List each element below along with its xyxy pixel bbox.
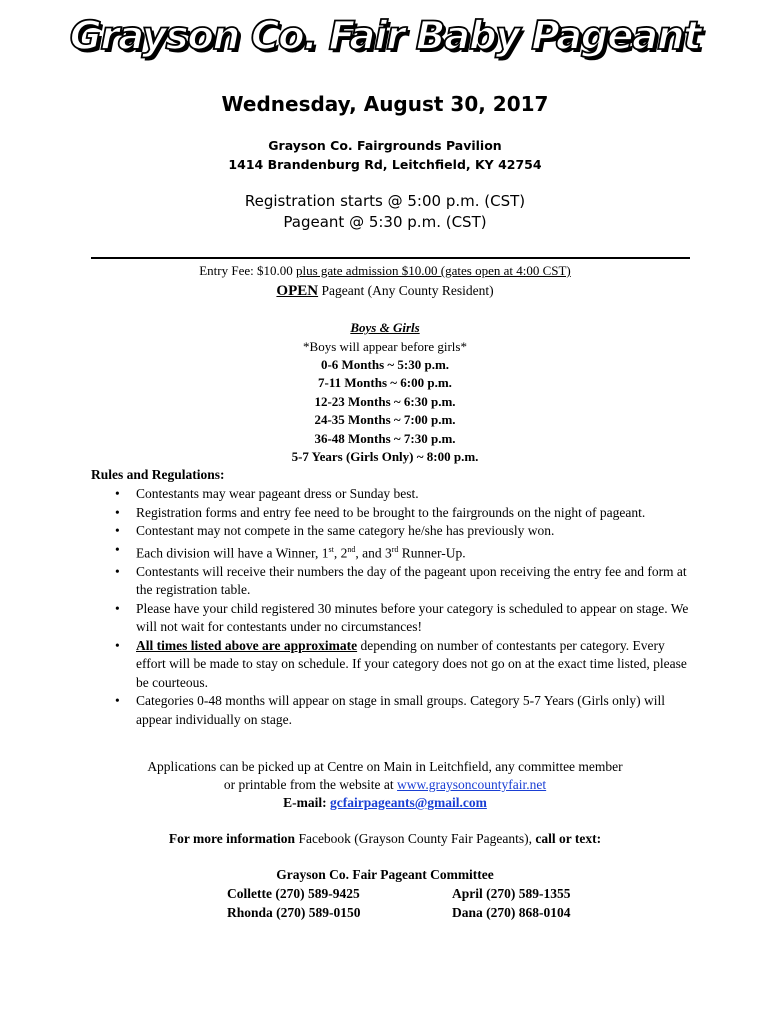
contact-april: April (270) 589-1355 (452, 886, 571, 901)
website-line (0, 776, 770, 795)
rule-text: , and 3 (355, 545, 392, 560)
contact-collette: Collette (270) 589-9425 (227, 886, 360, 901)
contact-rhonda: Rhonda (270) 589-0150 (227, 905, 361, 920)
email-label: E-mail: (283, 795, 330, 810)
rule-item: • Contestants will receive their numbers the day of the pageant upon receiving the entry fee and form at the registration table. (91, 563, 691, 600)
flyer-title: Grayson Co. Fair Baby Pageant (69, 14, 701, 59)
rule-item-winners (91, 541, 691, 563)
schedule-heading (0, 320, 770, 336)
website-prefix: or printable from the website at (223, 777, 398, 792)
email-link[interactable]: gcfairpageants@gmail.com (329, 795, 487, 810)
rule-text: , 2 (333, 545, 348, 560)
rule-item: • Contestant may not compete in the same category he/she has previously won. (91, 522, 691, 541)
ordinal-suffix: st (328, 544, 334, 554)
applications-line: Applications can be picked up at Centre on Main in Leitchfield, any committee member (147, 759, 623, 774)
rule-text: Each division will have a Winner, 1 (136, 545, 329, 560)
venue-address: 1414 Brandenburg Rd, Leitchfield, KY 42754 (228, 157, 542, 172)
rule-text: depending on number of contestants per category. Every effort will be made to stay on schedule. If your category does not go on at the exact time listed, please be courteous. (136, 637, 687, 690)
schedule-row: 12-23 Months ~ 6:30 p.m. (314, 394, 456, 409)
email-line (0, 794, 770, 813)
schedule-row: 24-35 Months ~ 7:00 p.m. (314, 412, 456, 427)
ordinal-suffix: rd (391, 544, 399, 554)
schedule-heading-text: Boys & Girls (350, 320, 420, 335)
schedule-row: 5-7 Years (Girls Only) ~ 8:00 p.m. (291, 449, 479, 464)
registration-time: Registration starts @ 5:00 p.m. (CST) (244, 192, 526, 210)
rule-item: • Contestants may wear pageant dress or Sunday best. (91, 485, 691, 504)
committee-title: Grayson Co. Fair Pageant Committee (276, 867, 494, 882)
rules-list (91, 485, 691, 729)
contact-dana: Dana (270) 868-0104 (452, 905, 571, 920)
rule-item: • Please have your child registered 30 minutes before your category is scheduled to appear on stage. We will not wait for contestants under no circumstances! (91, 600, 691, 637)
more-info-label: For more information (168, 831, 296, 846)
open-label: OPEN (276, 283, 319, 299)
divider-line (91, 257, 690, 259)
venue-name: Grayson Co. Fairgrounds Pavilion (268, 138, 502, 153)
entry-fee (0, 263, 770, 279)
website-link[interactable]: www.graysoncountyfair.net (397, 777, 547, 792)
pageant-time: Pageant @ 5:30 p.m. (CST) (283, 213, 487, 231)
schedule-row: 36-48 Months ~ 7:30 p.m. (314, 431, 456, 446)
facebook-note: Facebook (Grayson County Fair Pageants), (295, 831, 536, 846)
schedule-row: 7-11 Months ~ 6:00 p.m. (318, 375, 452, 390)
schedule-row: 0-6 Months ~ 5:30 p.m. (320, 357, 450, 372)
approximate-notice: All times listed above are approximate (136, 637, 358, 653)
rule-item: • Registration forms and entry fee need to be brought to the fairgrounds on the night of pageant. (91, 504, 691, 523)
ordinal-suffix: nd (347, 544, 356, 554)
rule-item: • Categories 0-48 months will appear on stage in small groups. Category 5-7 Years (Girls only) will appear individually on stage. (91, 692, 691, 729)
open-pageant (0, 283, 770, 300)
entry-fee-amount: Entry Fee: $10.00 (199, 263, 296, 278)
rule-item-approximate (91, 637, 691, 693)
schedule-note: *Boys will appear before girls* (303, 339, 467, 354)
event-date: Wednesday, August 30, 2017 (221, 92, 549, 116)
rule-text: Runner-Up. (398, 545, 466, 560)
call-or-text-label: call or text: (535, 831, 602, 846)
rules-heading: Rules and Regulations: (91, 467, 225, 482)
more-info-line (0, 830, 770, 849)
open-description: Pageant (Any County Resident) (318, 283, 494, 298)
gate-admission-note: plus gate admission $10.00 (gates open at 4:00 CST) (295, 263, 571, 278)
